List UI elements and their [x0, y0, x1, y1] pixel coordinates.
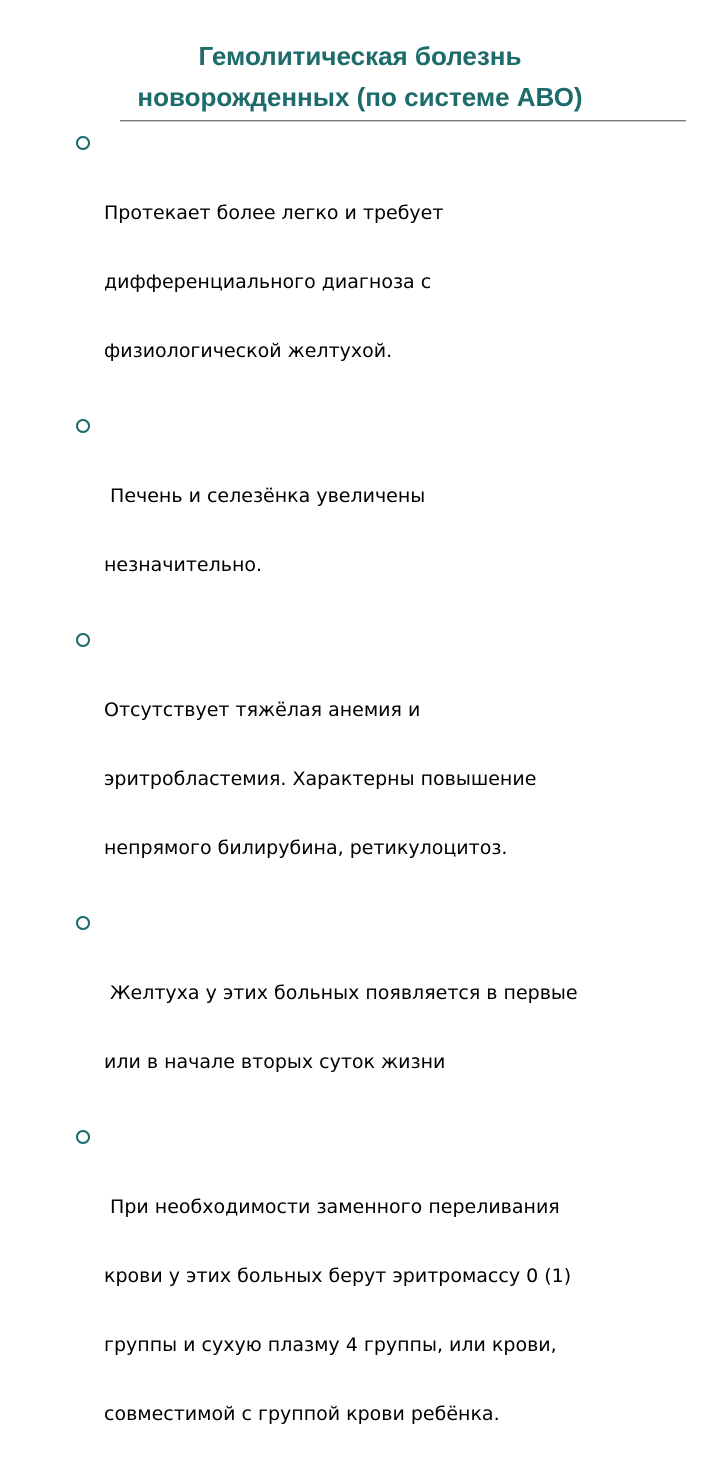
bullet-item-3 — [76, 630, 706, 906]
title-line-1: Гемолитическая болезнь — [198, 41, 522, 71]
bullet-5-line-1: При необходимости заменного переливания — [104, 1196, 560, 1218]
bullet-5-line-3: группы и сухую плазму 4 группы, или крови, — [104, 1334, 557, 1356]
bullet-marker-icon — [76, 136, 90, 150]
bullet-item-5 — [76, 1127, 706, 1472]
bullet-item-2 — [76, 416, 706, 623]
bullet-marker-icon — [76, 1130, 90, 1144]
slide-title — [40, 36, 680, 118]
bullet-item-1 — [76, 133, 706, 409]
bullet-1-line-1: Протекает более легко и требует — [104, 202, 444, 224]
bullet-3-line-2: эритробластемия. Характерны повышение — [104, 768, 537, 790]
bullet-marker-icon — [76, 916, 90, 930]
bullet-1-line-2: дифференциального диагноза с — [104, 271, 432, 293]
title-line-2: новорожденных (по системе АВО) — [137, 82, 583, 112]
bullet-5-line-2: крови у этих больных берут эритромассу 0 (1) — [104, 1265, 572, 1287]
bullet-2-line-1: Печень и селезёнка увеличены — [104, 485, 426, 507]
bullet-5-line-4: совместимой с группой крови ребёнка. — [104, 1403, 500, 1425]
bullet-4-line-2: или в начале вторых суток жизни — [104, 1051, 446, 1073]
bullet-1-line-3: физиологической желтухой. — [104, 340, 393, 362]
bullet-item-4 — [76, 913, 706, 1120]
bullet-3-line-3: непрямого билирубина, ретикулоцитоз. — [104, 837, 508, 859]
bullet-3-line-1: Отсутствует тяжёлая анемия и — [104, 699, 421, 721]
bullet-marker-icon — [76, 419, 90, 433]
title-divider — [120, 120, 686, 122]
bullet-list — [76, 133, 706, 1479]
bullet-4-line-1: Желтуха у этих больных появляется в первые — [104, 982, 578, 1004]
bullet-2-line-2: незначительно. — [104, 554, 263, 576]
bullet-marker-icon — [76, 633, 90, 647]
